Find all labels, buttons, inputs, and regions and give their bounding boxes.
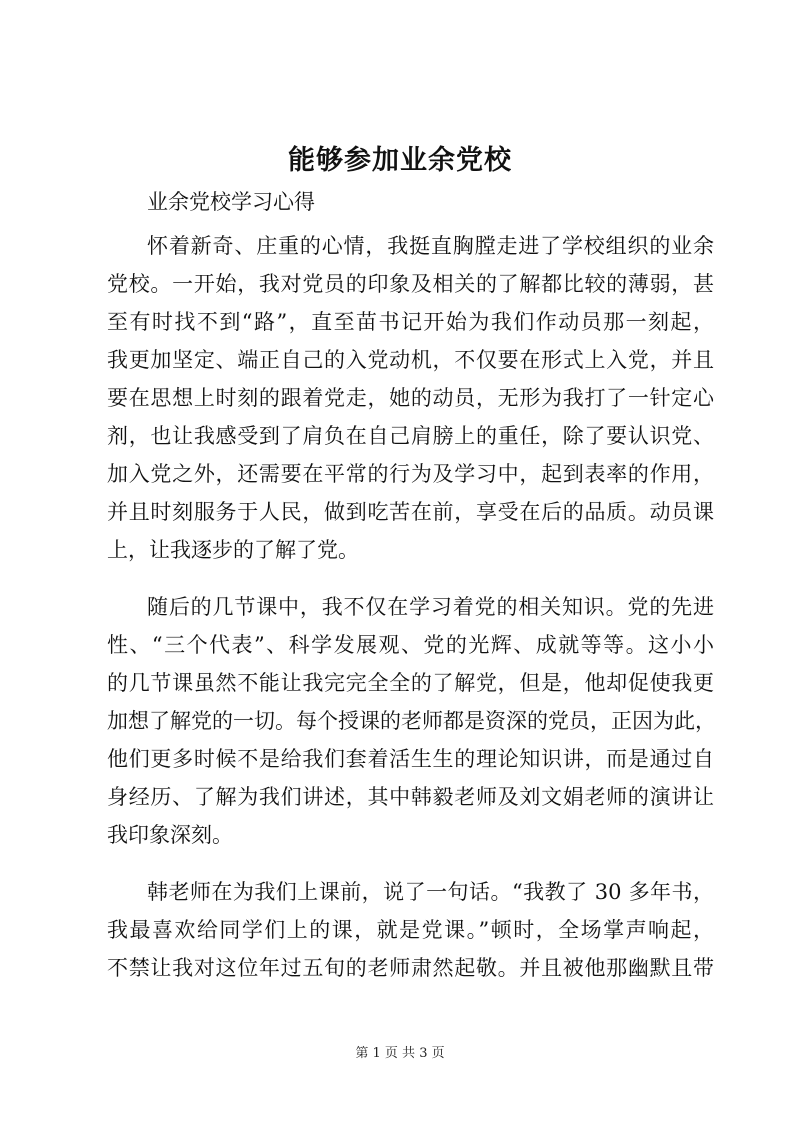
paragraph-3	[107, 873, 714, 987]
paragraph-line: 韩老师在为我们上课前，说了一句话。“我教了 30 多年书，	[147, 880, 714, 904]
paragraph-line: 上，让我逐步的了解了党。	[107, 538, 359, 562]
paragraph-line: 剂，也让我感受到了肩负在自己肩膀上的重任，除了要认识党、	[107, 424, 714, 448]
paragraph-line: 不禁让我对这位年过五旬的老师肃然起敬。并且被他那幽默且带	[107, 956, 714, 980]
paragraph-line: 我最喜欢给同学们上的课，就是党课。”顿时，全场掌声响起，	[107, 918, 714, 942]
paragraph-line: 怀着新奇、庄重的心情，我挺直胸膛走进了学校组织的业余	[147, 234, 714, 258]
paragraph-line: 性、“三个代表”、科学发展观、党的光辉、成就等等。这小小	[107, 633, 714, 657]
paragraph-line: 随后的几节课中，我不仅在学习着党的相关知识。党的先进	[147, 595, 714, 619]
paragraph-line: 要在思想上时刻的跟着党走，她的动员，无形为我打了一针定心	[107, 386, 714, 410]
paragraph-line: 加入党之外，还需要在平常的行为及学习中，起到表率的作用，	[107, 462, 714, 486]
paragraph-line: 加想了解党的一切。每个授课的老师都是资深的党员，正因为此，	[107, 709, 716, 733]
paragraph-line: 我更加坚定、端正自己的入党动机，不仅要在形式上入党，并且	[107, 348, 714, 372]
paragraph-line: 他们更多时候不是给我们套着活生生的理论知识讲，而是通过自	[107, 747, 714, 771]
paragraph-line: 至有时找不到“路”，直至苗书记开始为我们作动员那一刻起，	[107, 310, 714, 334]
paragraph-line: 身经历、了解为我们讲述，其中韩毅老师及刘文娟老师的演讲让	[107, 785, 714, 809]
paragraph-line: 党校。一开始，我对党员的印象及相关的了解都比较的薄弱，甚	[107, 272, 714, 296]
paragraph-line: 并且时刻服务于人民，做到吃苦在前，享受在后的品质。动员课	[107, 500, 714, 524]
paragraph-line: 我印象深刻。	[107, 823, 233, 847]
paragraph-line: 的几节课虽然不能让我完完全全的了解党，但是，他却促使我更	[107, 671, 714, 695]
document-title: 能够参加业余党校	[288, 145, 512, 176]
document-subtitle: 业余党校学习心得	[147, 190, 315, 214]
paragraph-2	[107, 588, 714, 854]
paragraph-1	[107, 227, 714, 569]
page-footer: 第 1 页 共 3 页	[355, 1046, 445, 1061]
